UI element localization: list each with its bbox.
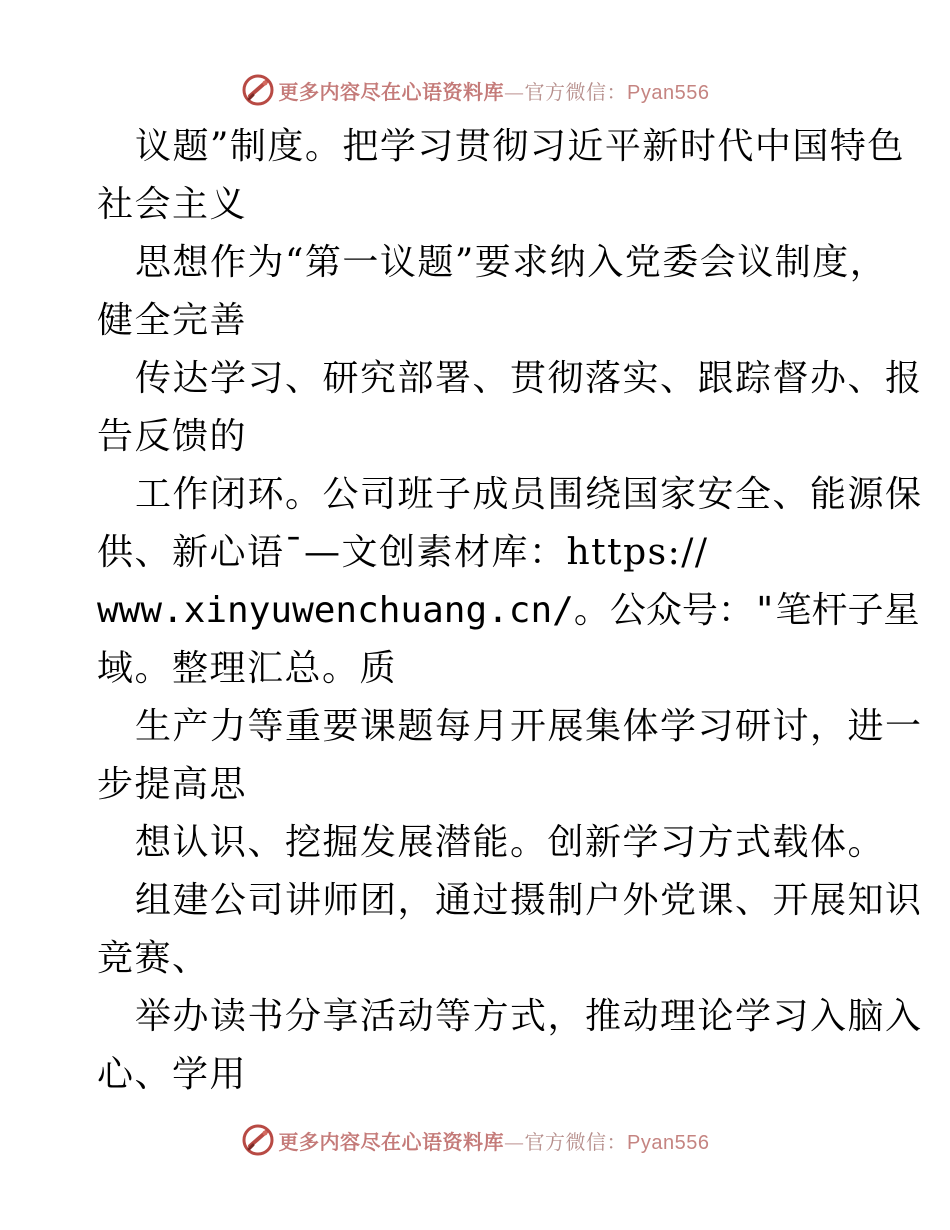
footer-watermark-banner [0, 1120, 950, 1160]
text-line: 想认识、挖掘发展潜能。创新学习方式载体。 [135, 822, 886, 863]
footer-wechat-label: 官方微信： [524, 1129, 628, 1154]
text-line: 举办读书分享活动等方式，推动理论学习入脑入 [135, 996, 923, 1037]
footer-banner-text [279, 1126, 710, 1155]
text-line: 供、新心语¯—文创素材库：https:// [97, 532, 709, 573]
text-line: 生产力等重要课题每月开展集体学习研讨，进一 [135, 706, 923, 747]
text-line: 步提高思 [97, 764, 248, 805]
header-wechat-label: 官方微信： [524, 79, 628, 104]
brand-logo-icon [241, 73, 275, 107]
document-body [97, 118, 923, 1104]
text-line: 传达学习、研究部署、贯彻落实、跟踪督办、报 [135, 358, 923, 399]
brand-logo-icon [241, 1123, 275, 1157]
header-brand: 更多内容尽在心语资料库 [278, 79, 505, 104]
text-line: 思想作为“第一议题”要求纳入党委会议制度， [135, 242, 888, 283]
footer-wechat-id: Pyan556 [627, 1131, 710, 1154]
text-line: 社会主义 [97, 184, 248, 225]
text-line: 心、学用 [97, 1054, 248, 1095]
header-separator: — [504, 79, 525, 104]
footer-separator: — [504, 1129, 525, 1154]
text-line: 工作闭环。公司班子成员围绕国家安全、能源保 [135, 474, 923, 515]
text-line-url: www.xinyuwenchuang.cn/。公众号："笔杆子星 [97, 590, 920, 631]
header-banner-text [279, 76, 710, 105]
text-line: 议题”制度。把学习贯彻习近平新时代中国特色 [135, 126, 905, 167]
footer-brand: 更多内容尽在心语资料库 [278, 1129, 505, 1154]
text-line: 组建公司讲师团，通过摄制户外党课、开展知识 [135, 880, 923, 921]
text-line: 告反馈的 [97, 416, 248, 457]
header-watermark-banner [0, 70, 950, 110]
header-wechat-id: Pyan556 [627, 81, 710, 104]
text-line: 竞赛、 [97, 938, 210, 979]
text-line: 域。整理汇总。质 [97, 648, 398, 689]
text-line: 健全完善 [97, 300, 248, 341]
